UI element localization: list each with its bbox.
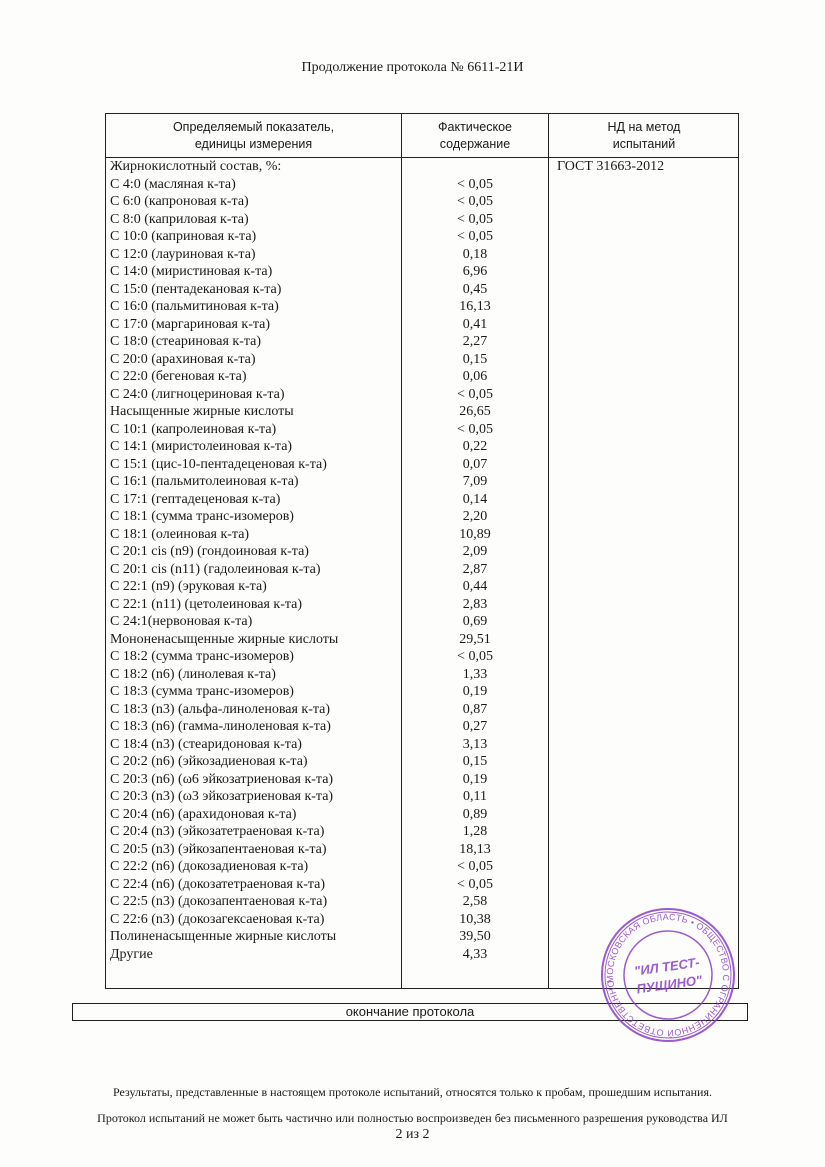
row-indicator: С 18:2 (n6) (линолевая к-та) <box>110 666 276 682</box>
table-row <box>106 701 738 719</box>
table-row <box>106 281 738 299</box>
row-value: < 0,05 <box>457 386 493 402</box>
row-indicator: С 20:1 cis (n9) (гондоиновая к-та) <box>110 544 309 559</box>
table-row <box>106 613 738 631</box>
table-row <box>106 158 738 176</box>
row-indicator: С 14:0 (миристиновая к-та) <box>110 264 273 279</box>
row-value: 39,50 <box>459 929 491 944</box>
results-table <box>105 113 739 989</box>
row-indicator: С 24:0 (лигноцериновая к-та) <box>110 386 285 402</box>
header-indicator: Определяемый показатель, единицы измерения <box>172 120 335 151</box>
row-indicator: С 16:0 (пальмитиновая к-та) <box>110 299 279 314</box>
row-indicator: С 18:0 (стеариновая к-та) <box>110 334 262 349</box>
row-indicator: С 18:3 (n3) (альфа-линоленовая к-та) <box>110 701 331 717</box>
svg-text:МОСКОВСКАЯ ОБЛАСТЬ • ОБЩЕСТВО <box>598 905 738 1045</box>
table-row <box>106 753 738 771</box>
row-indicator: С 20:3 (n6) (ω6 эйкозатриеновая к-та) <box>110 771 334 787</box>
row-indicator: С 18:4 (n3) (стеаридоновая к-та) <box>110 736 302 752</box>
row-indicator: С 20:2 (n6) (эйкозадиеновая к-та) <box>110 754 308 769</box>
table-row <box>106 648 738 666</box>
table-row <box>106 316 738 334</box>
row-value: < 0,05 <box>457 859 493 874</box>
table-row <box>106 333 738 351</box>
table-row <box>106 788 738 806</box>
row-indicator: С 20:1 cis (n11) (гадолеиновая к-та) <box>110 561 321 577</box>
end-of-protocol-note: окончание протокола <box>72 1003 748 1021</box>
row-value: 7,09 <box>462 474 488 489</box>
row-value: 0,27 <box>462 719 488 734</box>
table-row <box>106 683 738 701</box>
row-value: < 0,05 <box>457 194 493 209</box>
row-indicator: С 22:4 (n6) (докозатетраеновая к-та) <box>110 876 326 892</box>
row-indicator: С 20:0 (арахиновая к-та) <box>110 351 256 367</box>
row-value: < 0,05 <box>457 211 493 227</box>
row-indicator: С 4:0 (масляная к-та) <box>110 176 236 192</box>
table-row <box>106 438 738 456</box>
row-value: 0,11 <box>463 789 487 804</box>
row-value: 0,15 <box>462 351 488 367</box>
header-value: Фактическое содержание <box>438 120 512 151</box>
row-indicator: С 22:1 (n9) (эруковая к-та) <box>110 579 267 594</box>
row-indicator: С 22:1 (n11) (цетолеиновая к-та) <box>110 596 303 612</box>
table-body <box>106 158 738 963</box>
row-value: 0,87 <box>462 701 488 717</box>
table-row <box>106 508 738 526</box>
row-value: < 0,05 <box>457 421 493 437</box>
row-indicator: С 20:4 (n3) (эйкозатетраеновая к-та) <box>110 824 325 839</box>
row-value: 2,87 <box>462 561 488 577</box>
table-row <box>106 491 738 509</box>
row-value: < 0,05 <box>457 176 493 192</box>
table-row <box>106 386 738 404</box>
table-row <box>106 806 738 824</box>
row-indicator: С 14:1 (миристолеиновая к-та) <box>110 439 293 454</box>
row-indicator: С 18:2 (сумма транс-изомеров) <box>110 649 294 664</box>
table-row <box>106 193 738 211</box>
row-value: 29,51 <box>459 631 491 647</box>
row-indicator: С 6:0 (капроновая к-та) <box>110 194 249 209</box>
table-row <box>106 246 738 264</box>
row-indicator: С 18:3 (сумма транс-изомеров) <box>110 684 294 699</box>
row-indicator: С 20:5 (n3) (эйкозапентаеновая к-та) <box>110 841 327 857</box>
row-value: 0,15 <box>462 754 488 769</box>
row-value: 0,44 <box>462 579 488 594</box>
row-indicator: Полиненасыщенные жирные кислоты <box>110 929 337 944</box>
row-value: 2,83 <box>462 596 488 612</box>
row-indicator: С 22:0 (бегеновая к-та) <box>110 369 247 384</box>
row-value: 2,20 <box>462 509 488 524</box>
table-row <box>106 823 738 841</box>
table-row <box>106 351 738 369</box>
row-value: 0,07 <box>462 456 488 472</box>
row-value: 1,33 <box>462 666 488 682</box>
row-value: < 0,05 <box>457 229 493 244</box>
row-indicator: С 17:0 (маргариновая к-та) <box>110 316 271 332</box>
page-title: Продолжение протокола № 6611-21И <box>301 60 524 75</box>
table-row <box>106 631 738 649</box>
row-indicator: С 8:0 (каприловая к-та) <box>110 211 249 227</box>
row-indicator: С 10:0 (каприновая к-та) <box>110 229 257 244</box>
table-row <box>106 876 738 894</box>
row-value: 0,45 <box>462 281 488 297</box>
row-value: 16,13 <box>459 299 491 314</box>
table-row <box>106 561 738 579</box>
row-indicator: С 22:5 (n3) (докозапентаеновая к-та) <box>110 894 328 909</box>
row-value: 6,96 <box>462 264 488 279</box>
row-indicator: С 18:1 (сумма транс-изомеров) <box>110 509 294 524</box>
row-indicator: С 22:2 (n6) (докозадиеновая к-та) <box>110 859 309 874</box>
row-indicator: С 10:1 (капролеиновая к-та) <box>110 421 277 437</box>
row-value: 2,09 <box>462 544 488 559</box>
row-indicator: С 18:1 (олеиновая к-та) <box>110 526 250 542</box>
row-indicator: С 20:4 (n6) (арахидоновая к-та) <box>110 806 297 822</box>
table-row <box>106 736 738 754</box>
row-value: 0,19 <box>462 684 488 699</box>
stamp-center-text: "ИЛ ТЕСТ- <box>633 954 701 979</box>
row-value: 1,28 <box>462 824 488 839</box>
table-row <box>106 858 738 876</box>
row-indicator: С 16:1 (пальмитолеиновая к-та) <box>110 474 299 489</box>
row-value: 0,22 <box>462 439 488 454</box>
page-number: 2 из 2 <box>395 1127 430 1142</box>
table-row <box>106 403 738 421</box>
table-row <box>106 298 738 316</box>
row-value: 0,19 <box>462 771 488 787</box>
row-indicator: С 17:1 (гептадеценовая к-та) <box>110 491 281 507</box>
row-value: < 0,05 <box>457 649 493 664</box>
table-row <box>106 263 738 281</box>
table-row <box>106 211 738 229</box>
table-row <box>106 228 738 246</box>
row-value: 18,13 <box>459 841 491 857</box>
table-row <box>106 526 738 544</box>
table-row <box>106 176 738 194</box>
row-indicator: Мононенасыщенные жирные кислоты <box>110 631 339 647</box>
table-row <box>106 473 738 491</box>
row-value: 0,06 <box>462 369 488 384</box>
row-indicator: Жирнокислотный состав, %: <box>110 159 282 174</box>
row-indicator: С 15:1 (цис-10-пентадеценовая к-та) <box>110 456 327 472</box>
table-row <box>106 596 738 614</box>
row-value: < 0,05 <box>457 876 493 892</box>
table-row <box>106 368 738 386</box>
footer-disclaimer: Результаты, представленные в настоящем протоколе испытаний, относятся только к пробам, прошедшим испытания. <box>113 1085 712 1099</box>
row-value: 2,58 <box>462 894 488 909</box>
row-indicator: С 24:1(нервоновая к-та) <box>110 614 253 629</box>
row-value: 0,41 <box>462 316 488 332</box>
method-standard: ГОСТ 31663-2012 <box>557 159 665 174</box>
row-indicator: Другие <box>110 946 153 962</box>
table-row <box>106 456 738 474</box>
row-indicator: С 12:0 (лауриновая к-та) <box>110 246 256 262</box>
table-row <box>106 578 738 596</box>
header-method: НД на метод испытаний <box>607 120 681 151</box>
row-value: 3,13 <box>462 736 488 752</box>
table-row <box>106 421 738 439</box>
table-row <box>106 841 738 859</box>
row-indicator: С 22:6 (n3) (докозагексаеновая к-та) <box>110 911 325 927</box>
row-value: 0,89 <box>462 806 488 822</box>
row-value: 0,18 <box>462 246 488 262</box>
row-value: 2,27 <box>462 334 488 349</box>
table-row <box>106 666 738 684</box>
row-indicator: С 15:0 (пентадекановая к-та) <box>110 281 282 297</box>
row-indicator: С 18:3 (n6) (гамма-линоленовая к-та) <box>110 719 331 734</box>
row-value: 4,33 <box>462 946 488 962</box>
stamp-ring-text: МОСКОВСКАЯ ОБЛАСТЬ • ОБЩЕСТВО С ОГРАНИЧЕННОЙ ОТВЕТСТВЕННОСТЬЮ <box>604 911 732 1039</box>
footer-copyright: Протокол испытаний не может быть частично или полностью воспроизведен без письменного разрешения руководства ИЛ <box>97 1111 728 1125</box>
table-row <box>106 718 738 736</box>
row-indicator: С 20:3 (n3) (ω3 эйкозатриеновая к-та) <box>110 789 334 804</box>
row-value: 26,65 <box>459 404 491 419</box>
stamp-center-text: ПУЩИНО" <box>635 972 704 997</box>
row-indicator: Насыщенные жирные кислоты <box>110 404 294 419</box>
table-row <box>106 771 738 789</box>
seal-stamp <box>598 905 738 1045</box>
row-value: 10,89 <box>459 526 491 542</box>
row-value: 0,14 <box>462 491 488 507</box>
row-value: 0,69 <box>462 614 488 629</box>
row-value: 10,38 <box>459 911 491 927</box>
table-row <box>106 543 738 561</box>
